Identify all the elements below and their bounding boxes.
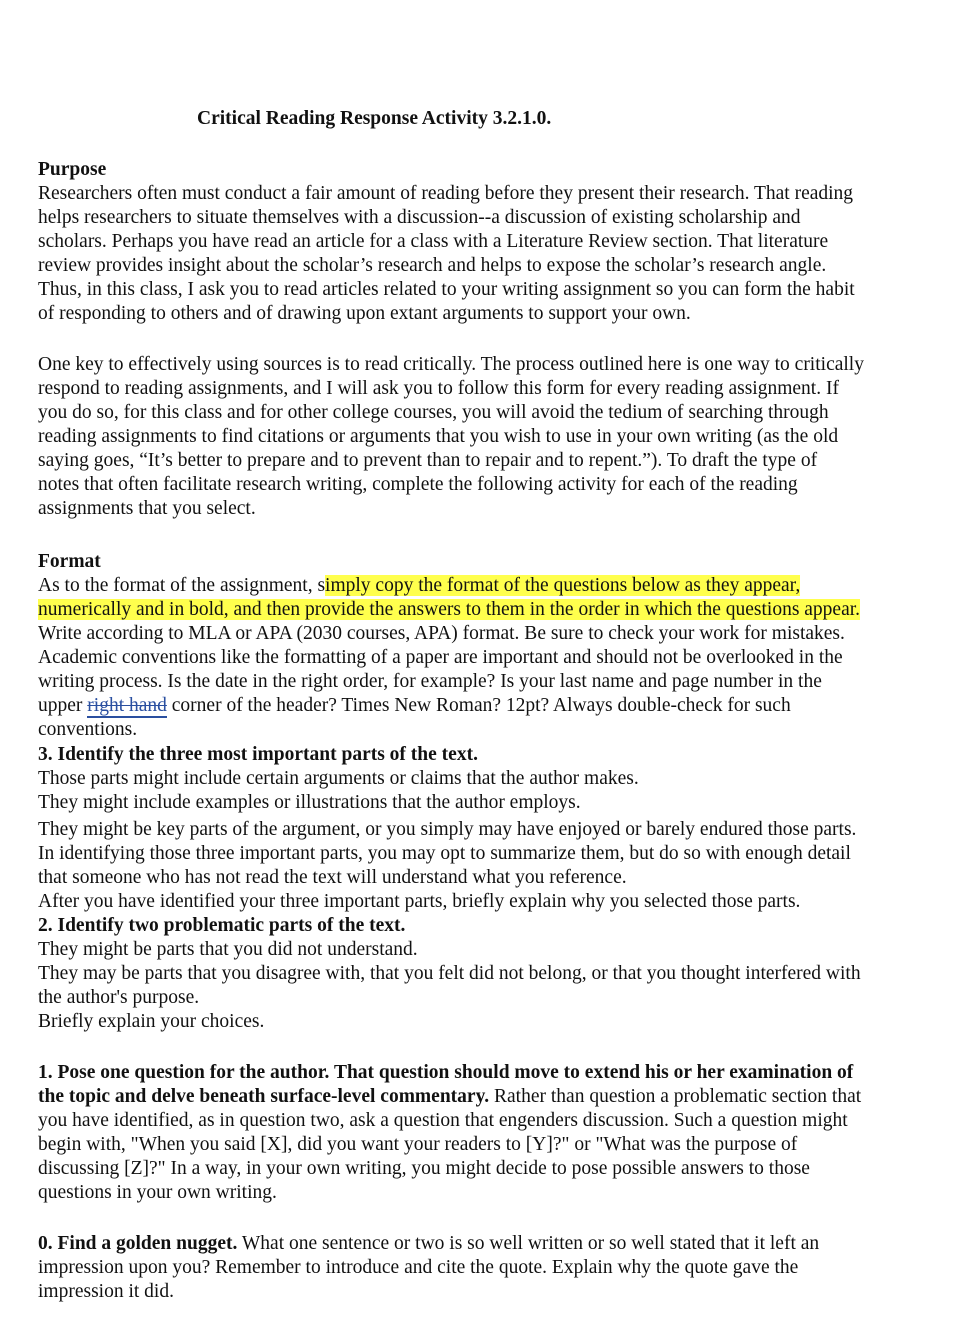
question-2-line: They may be parts that you disagree with, that you felt did not belong, or that you thought interfered with — [38, 963, 861, 984]
format-line — [38, 694, 791, 718]
question-1-line: questions in your own writing. — [38, 1182, 277, 1203]
format-line — [38, 574, 800, 598]
format-line: conventions. — [38, 719, 138, 740]
question-3-line: Those parts might include certain arguments or claims that the author makes. — [38, 768, 639, 789]
question-1-heading: 1. Pose one question for the author. That question should move to extend his or her examination of — [38, 1062, 854, 1083]
question-2-line: the author's purpose. — [38, 987, 200, 1008]
question-2-line: Briefly explain your choices. — [38, 1011, 265, 1032]
question-3-heading: 3. Identify the three most important parts of the text. — [38, 744, 478, 765]
purpose-line: scholars. Perhaps you have read an article for a class with a Literature Review section. That literature — [38, 231, 829, 252]
format-line: writing process. Is the date in the right order, for example? Is your last name and page number in the — [38, 671, 822, 692]
question-3-line: In identifying those three important parts, you may opt to summarize them, but do so with enough detail — [38, 843, 851, 864]
purpose-line: helps researchers to situate themselves with a discussion--a discussion of existing scholarship and — [38, 207, 801, 228]
purpose-line: respond to reading assignments, and I will ask you to follow this form for every reading assignment. If — [38, 378, 839, 399]
format-text: As to the format of the assignment, s — [38, 575, 326, 596]
purpose-line: review provides insight about the scholar’s research and helps to expose the scholar’s research angle. — [38, 255, 827, 276]
question-3-line: that someone who has not read the text will understand what you reference. — [38, 867, 627, 888]
purpose-line: saying goes, “It’s better to prepare and to prevent than to repair and to repent.”). To draft the type of — [38, 450, 818, 471]
format-line: Write according to MLA or APA (2030 courses, APA) format. Be sure to check your work for mistakes. — [38, 623, 845, 644]
question-1-line: discussing [Z]?" In a way, in your own writing, you might decide to pose possible answers to those — [38, 1158, 810, 1179]
purpose-line: reading assignments to find citations or arguments that you wish to use in your own writing (as the old — [38, 426, 839, 447]
highlighted-text: imply copy the format of the questions below as they appear, — [325, 575, 801, 596]
purpose-heading: Purpose — [38, 159, 107, 180]
purpose-line: you do so, for this class and for other college courses, you will avoid the tedium of searching through — [38, 402, 829, 423]
question-1-line — [38, 1085, 861, 1109]
purpose-line: of responding to others and of drawing upon extant arguments to support your own. — [38, 303, 691, 324]
question-1-heading-cont: the topic and delve beneath surface-level commentary. — [38, 1086, 490, 1107]
purpose-line: notes that often facilitate research writing, complete the following activity for each of the reading — [38, 474, 798, 495]
question-0-text: What one sentence or two is so well written or so well stated that it left an — [237, 1233, 820, 1254]
purpose-line: Thus, in this class, I ask you to read articles related to your writing assignment so you can form the habit — [38, 279, 855, 300]
question-0-line: impression it did. — [38, 1281, 174, 1302]
format-heading: Format — [38, 551, 101, 572]
question-0-line: impression upon you? Remember to introduce and cite the quote. Explain why the quote gave the — [38, 1257, 799, 1278]
question-3-line: They might include examples or illustrations that the author employs. — [38, 792, 581, 813]
format-text: corner of the header? Times New Roman? 12pt? Always double-check for such — [166, 695, 791, 716]
format-line — [38, 598, 860, 622]
question-2-line: They might be parts that you did not understand. — [38, 939, 418, 960]
question-3-line: After you have identified your three important parts, briefly explain why you selected those parts. — [38, 891, 801, 912]
question-1-text: Rather than question a problematic section that — [489, 1086, 862, 1107]
tracked-deletion-text: right hand — [87, 695, 167, 716]
format-text: upper — [38, 695, 88, 716]
purpose-line: Researchers often must conduct a fair amount of reading before they present their research. That reading — [38, 183, 854, 204]
purpose-line: One key to effectively using sources is to read critically. The process outlined here is one way to critically — [38, 354, 864, 375]
question-0-heading: 0. Find a golden nugget. — [38, 1233, 238, 1254]
question-3-line: They might be key parts of the argument, or you simply may have enjoyed or barely endured those parts. — [38, 819, 857, 840]
question-2-heading: 2. Identify two problematic parts of the text. — [38, 915, 406, 936]
question-1-line: begin with, "When you said [X], did you want your readers to [Y]?" or "What was the purpose of — [38, 1134, 798, 1155]
purpose-line: assignments that you select. — [38, 498, 256, 519]
question-0-line — [38, 1232, 819, 1256]
format-line: Academic conventions like the formatting of a paper are important and should not be overlooked in the — [38, 647, 843, 668]
highlighted-text: numerically and in bold, and then provide the answers to them in the order in which the questions appear. — [38, 599, 861, 620]
question-1-line: you have identified, as in question two, ask a question that engenders discussion. Such a question might — [38, 1110, 848, 1131]
page-title: Critical Reading Response Activity 3.2.1.0. — [197, 108, 552, 129]
